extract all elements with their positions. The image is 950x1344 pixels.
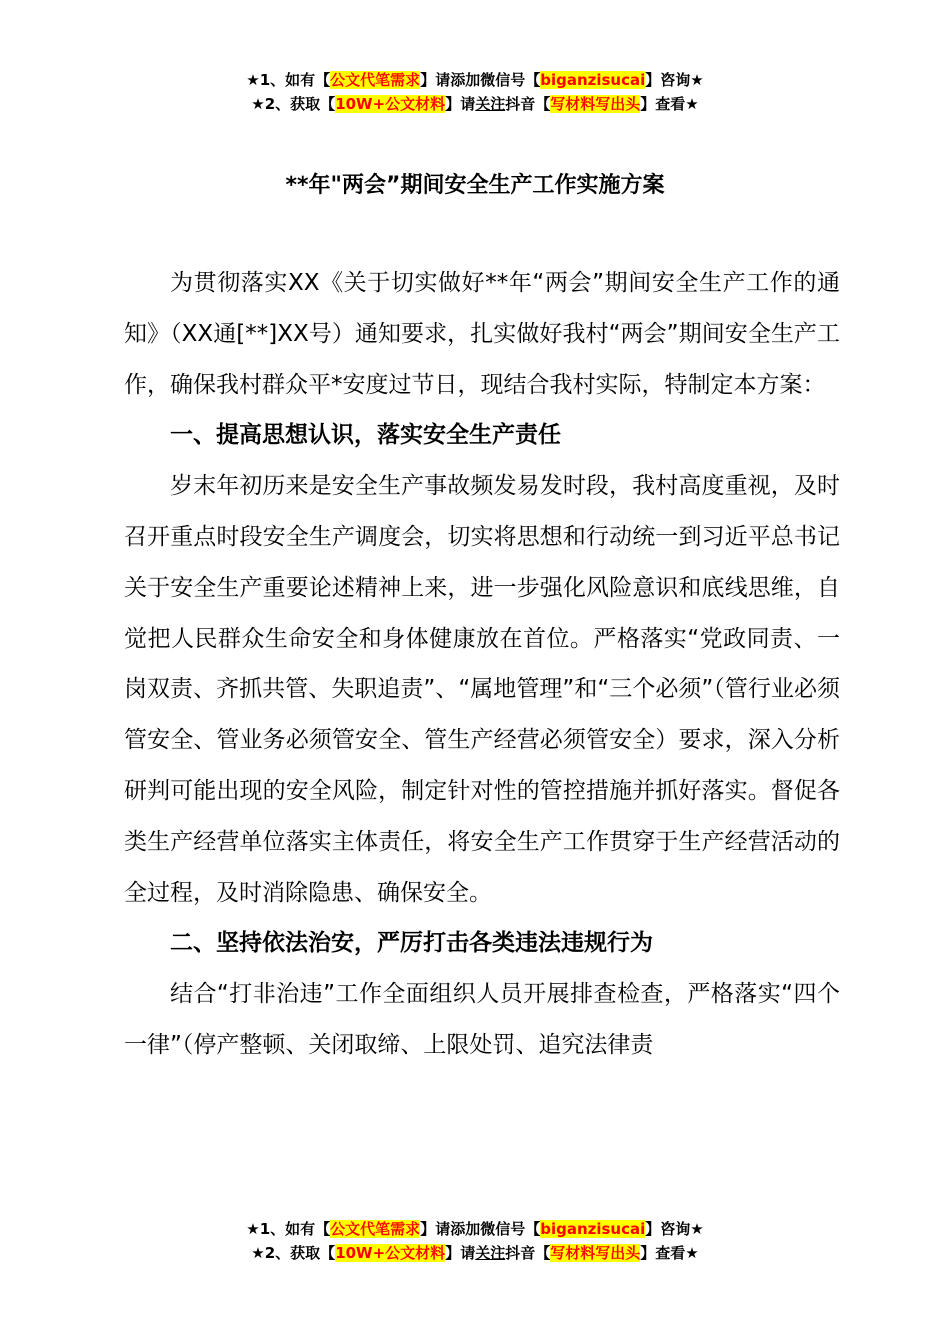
banner-underlined: 关注 (475, 1244, 506, 1262)
banner-line-2 (0, 1241, 950, 1265)
banner-highlight: 写材料写出头 (550, 1244, 641, 1262)
banner-highlight: 10W+公文材料 (335, 1244, 446, 1262)
banner-highlight: 公文代笔需求 (330, 1220, 421, 1238)
intro-paragraph: 为贯彻落实XX《关于切实做好**年“两会”期间安全生产工作的通知》（XX通[**]XX号）通知要求，扎实做好我村“两会”期间安全生产工作，确保我村群众平*安度过节日，现结合我村实际，特制定本方案： (124, 270, 840, 398)
banner-text: 】请 (445, 95, 476, 113)
banner-text: ★2、获取【 (251, 95, 336, 113)
banner-highlight: 10W+公文材料 (335, 95, 446, 113)
section-2-heading: 二、坚持依法治安，严厉打击各类违法违规行为 (170, 930, 653, 957)
banner-text: 】咨询★ (645, 1220, 704, 1238)
banner-text: 】请添加微信号【 (420, 1220, 541, 1238)
banner-highlight: 公文代笔需求 (330, 71, 421, 89)
banner-text: ★2、获取【 (251, 1244, 336, 1262)
document-body (124, 258, 840, 1071)
banner-text: 】请添加微信号【 (420, 71, 541, 89)
banner-line-1 (0, 1217, 950, 1241)
banner-text: 】查看★ (640, 95, 699, 113)
document-title: **年"两会”期间安全生产工作实施方案 (285, 173, 665, 198)
section-1-heading: 一、提高思想认识，落实安全生产责任 (170, 422, 561, 449)
banner-text: 】咨询★ (645, 71, 704, 89)
header-banner (0, 68, 950, 116)
section-2-paragraph: 结合“打非治违”工作全面组织人员开展排查检查，严格落实“四个一律”（停产整顿、关闭取缔、上限处罚、追究法律责 (124, 981, 840, 1058)
banner-line-2 (0, 92, 950, 116)
banner-text: ★1、如有【 (246, 1220, 331, 1238)
banner-text: ★1、如有【 (246, 71, 331, 89)
banner-text: 抖音【 (505, 1244, 551, 1262)
section-1-paragraph: 岁末年初历来是安全生产事故频发易发时段，我村高度重视，及时召开重点时段安全生产调度会，切实将思想和行动统一到习近平总书记关于安全生产重要论述精神上来，进一步强化风险意识和底线思维，自觉把人民群众生命安全和身体健康放在首位。严格落实“党政同责、一岗双责、齐抓共管、失职追责”、“属地管理”和“三个必须”（管行业必须管安全、管业务必须管安全、管生产经营必须管安全）要求，深入分析研判可能出现的安全风险，制定针对性的管控措施并抓好落实。督促各类生产经营单位落实主体责任，将安全生产工作贯穿于生产经营活动的全过程，及时消除隐患、确保安全。 (124, 473, 840, 906)
banner-text: 抖音【 (505, 95, 551, 113)
banner-line-1 (0, 68, 950, 92)
banner-text: 】查看★ (640, 1244, 699, 1262)
banner-highlight-wechat: biganzisucai (540, 71, 646, 89)
footer-banner (0, 1217, 950, 1265)
banner-underlined: 关注 (475, 95, 506, 113)
banner-text: 】请 (445, 1244, 476, 1262)
banner-highlight-wechat: biganzisucai (540, 1220, 646, 1238)
banner-highlight: 写材料写出头 (550, 95, 641, 113)
